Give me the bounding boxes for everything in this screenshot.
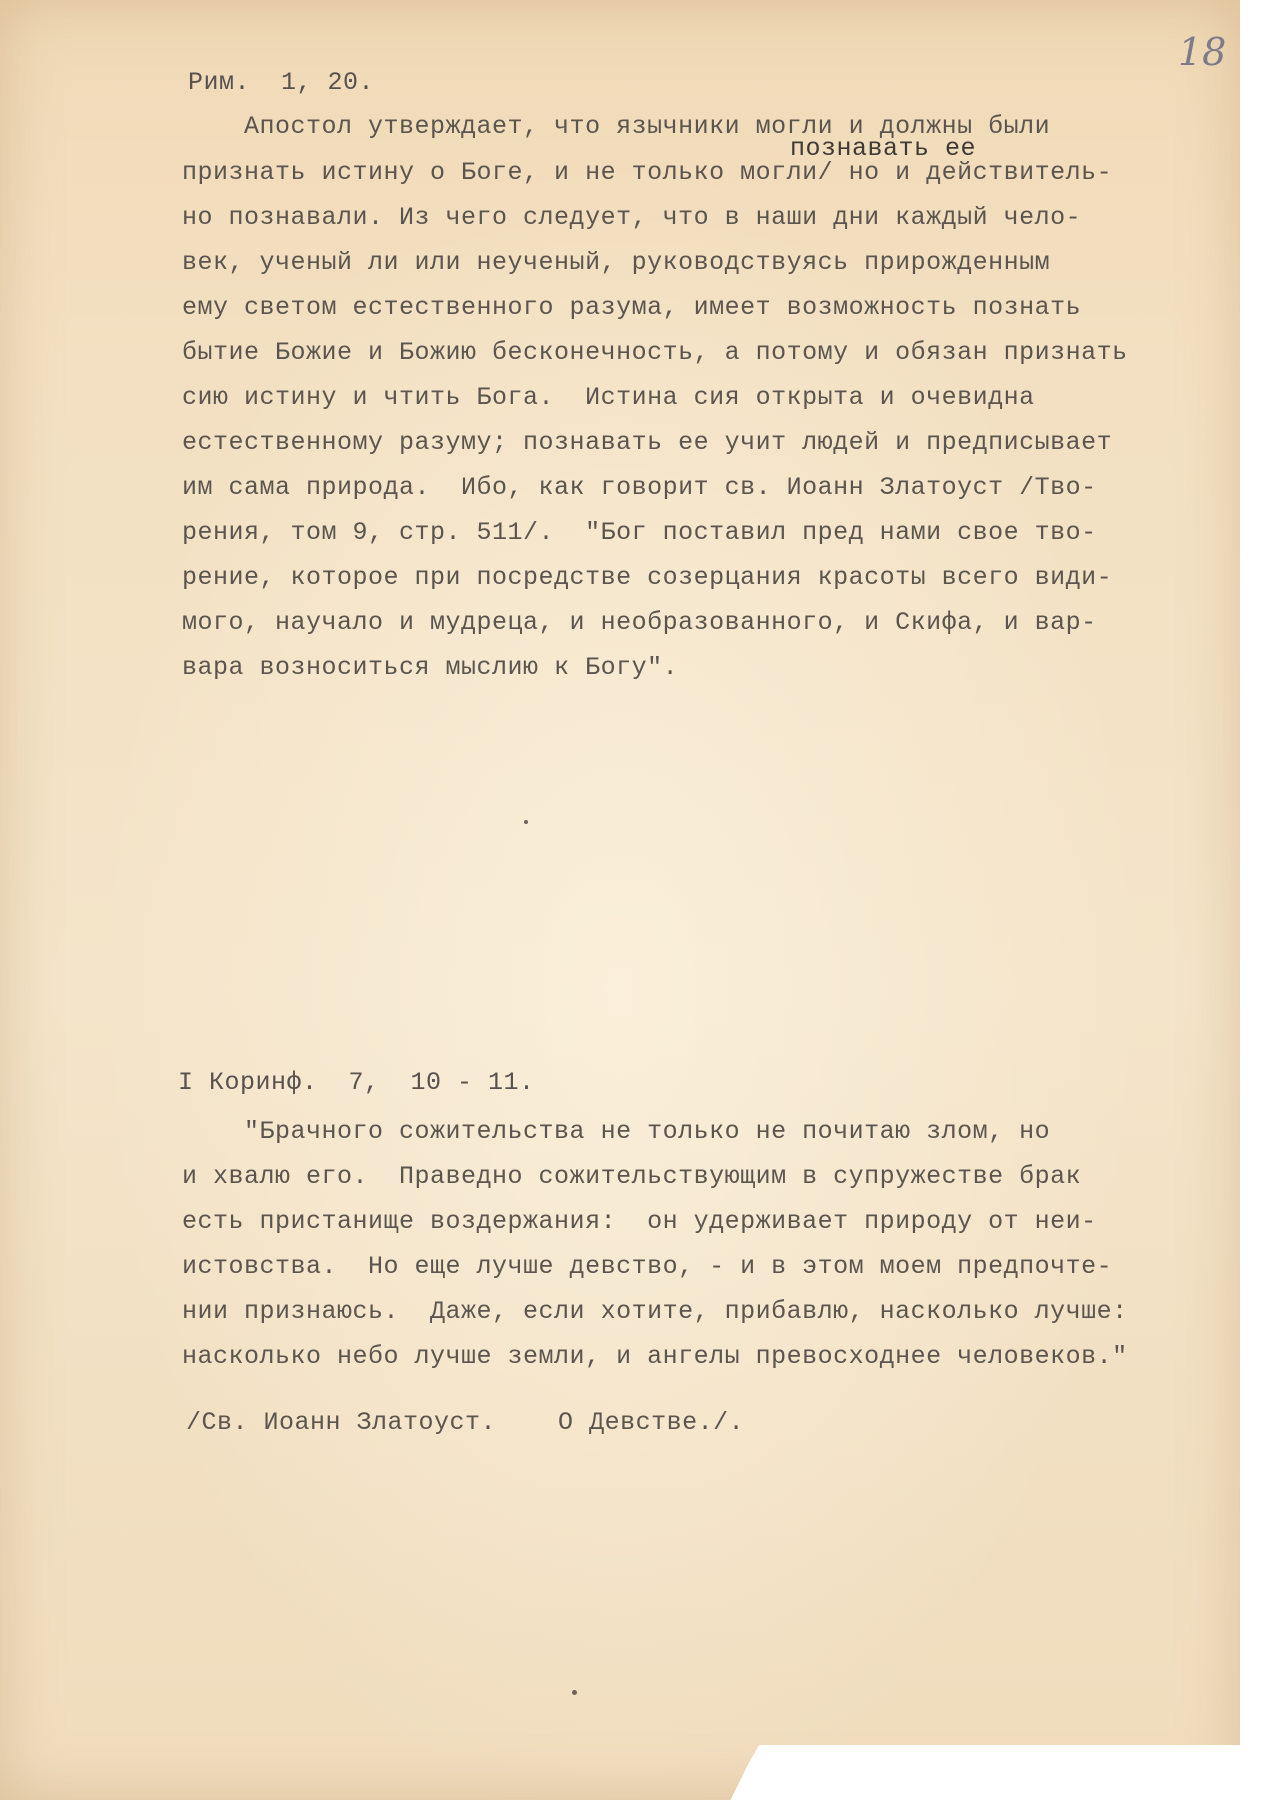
page-number: 18 xyxy=(1178,30,1227,74)
text-line: есть пристанище воздержания: он удерживает природу от неи- xyxy=(182,1207,1097,1236)
paper-speck xyxy=(524,820,528,824)
torn-paper-edge xyxy=(728,1745,1248,1805)
text-line: мого, научало и мудреца, и необразованного, и Скифа, и вар- xyxy=(182,608,1097,637)
text-line: век, ученый ли или неученый, руководствуясь прирожденным xyxy=(182,248,1051,277)
handwritten-insertion: познавать ее xyxy=(790,134,977,163)
text-line: и хвалю его. Праведно сожительствующим в супружестве брак xyxy=(182,1162,1082,1191)
text-line: признать истину о Боге, и не только могли/ но и действитель- xyxy=(182,158,1113,187)
text-line: истовства. Но еще лучше девство, - и в этом моем предпочте- xyxy=(182,1252,1113,1281)
text-line: бытие Божие и Божию бесконечность, а потому и обязан признать xyxy=(182,338,1128,367)
text-line: естественному разуму; познавать ее учит людей и предписывает xyxy=(182,428,1113,457)
text-line: сию истину и чтить Бога. Истина сия открыта и очевидна xyxy=(182,383,1035,412)
text-line: рения, том 9, стр. 511/. "Бог поставил пред нами свое тво- xyxy=(182,518,1097,547)
text-line: нии признаюсь. Даже, если хотите, прибавлю, насколько лучше: xyxy=(182,1297,1128,1326)
text-line: "Брачного сожительства не только не почитаю злом, но xyxy=(182,1117,1051,1146)
section-heading-romans: Рим. 1, 20. xyxy=(188,68,375,97)
text-line: насколько небо лучше земли, и ангелы превосходнее человеков." xyxy=(182,1342,1128,1371)
section-heading-corinthians: I Коринф. 7, 10 - 11. xyxy=(178,1068,535,1097)
scan-background-edge xyxy=(1240,0,1261,1800)
text-line: но познавали. Из чего следует, что в наши дни каждый чело- xyxy=(182,203,1082,232)
attribution: /Св. Иоанн Златоуст. О Девстве./. xyxy=(186,1408,745,1437)
paper-speck xyxy=(572,1690,577,1695)
text-line: вара возноситься мыслию к Богу". xyxy=(182,653,679,682)
text-line: ему светом естественного разума, имеет возможность познать xyxy=(182,293,1082,322)
text-line: Апостол утверждает, что язычники могли и должны были xyxy=(182,112,1051,141)
text-line: им сама природа. Ибо, как говорит св. Иоанн Златоуст /Тво- xyxy=(182,473,1097,502)
text-line: рение, которое при посредстве созерцания красоты всего види- xyxy=(182,563,1113,592)
